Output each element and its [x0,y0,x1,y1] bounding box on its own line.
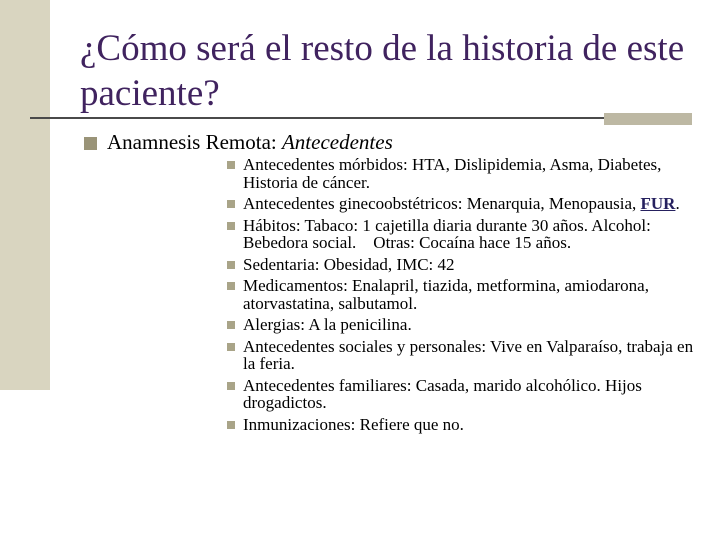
square-bullet-icon [227,261,235,269]
list-item-alergias [226,316,696,334]
square-bullet-icon [227,200,235,208]
left-decorative-bar [0,0,50,390]
antecedentes-list [226,156,696,437]
list-item-text: Antecedentes ginecoobstétricos: Menarquia, Menopausia, [243,194,641,213]
main-bullet-text [107,129,393,155]
square-bullet-icon [227,161,235,169]
list-item-text: Medicamentos: Enalapril, tiazida, metformina, amiodarona, atorvastatina, salbutamol. [243,276,649,313]
list-item-text: Sedentaria: Obesidad, IMC: 42 [243,254,455,274]
title-divider-line [30,117,692,119]
list-item-habitos [226,217,696,252]
list-item-text: Alergias: A la penicilina. [243,315,412,334]
main-bullet-label-italic: Antecedentes [281,130,393,154]
square-bullet-icon [84,137,97,150]
list-item-text-end: . [675,194,680,213]
list-item-morbidos [226,156,696,191]
square-bullet-icon [227,421,235,429]
square-bullet-icon [227,382,235,390]
list-item-medicamentos [226,277,696,312]
list-item-text: Antecedentes mórbidos: HTA, Dislipidemia, Asma, Diabetes, Historia de cáncer. [243,155,662,192]
main-bullet-label: Anamnesis Remota: [107,130,282,154]
list-item-text: Antecedentes sociales y personales: Vive en Valparaíso, trabaja en la feria. [243,336,694,373]
list-item-sedentaria [226,256,696,274]
list-item-ginecoobstetricos [226,195,696,213]
square-bullet-icon [227,282,235,290]
square-bullet-icon [227,321,235,329]
list-item-inmunizaciones [226,416,696,434]
square-bullet-icon [227,343,235,351]
list-item-text: Inmunizaciones: Refiere que no. [243,414,464,434]
slide-title: ¿Cómo será el resto de la historia de este paciente? [80,28,685,114]
title-divider-accent [604,113,692,125]
list-item-sociales [226,338,696,373]
list-item-text: Antecedentes familiares: Casada, marido alcohólico. Hijos drogadictos. [243,375,642,412]
list-item-familiares [226,377,696,412]
square-bullet-icon [227,222,235,230]
list-item-text: Hábitos: Tabaco: 1 cajetilla diaria durante 30 años. Alcohol: Bebedora social. Otras: Cocaína hace 15 años. [243,215,656,252]
fur-link[interactable]: FUR [640,194,676,213]
